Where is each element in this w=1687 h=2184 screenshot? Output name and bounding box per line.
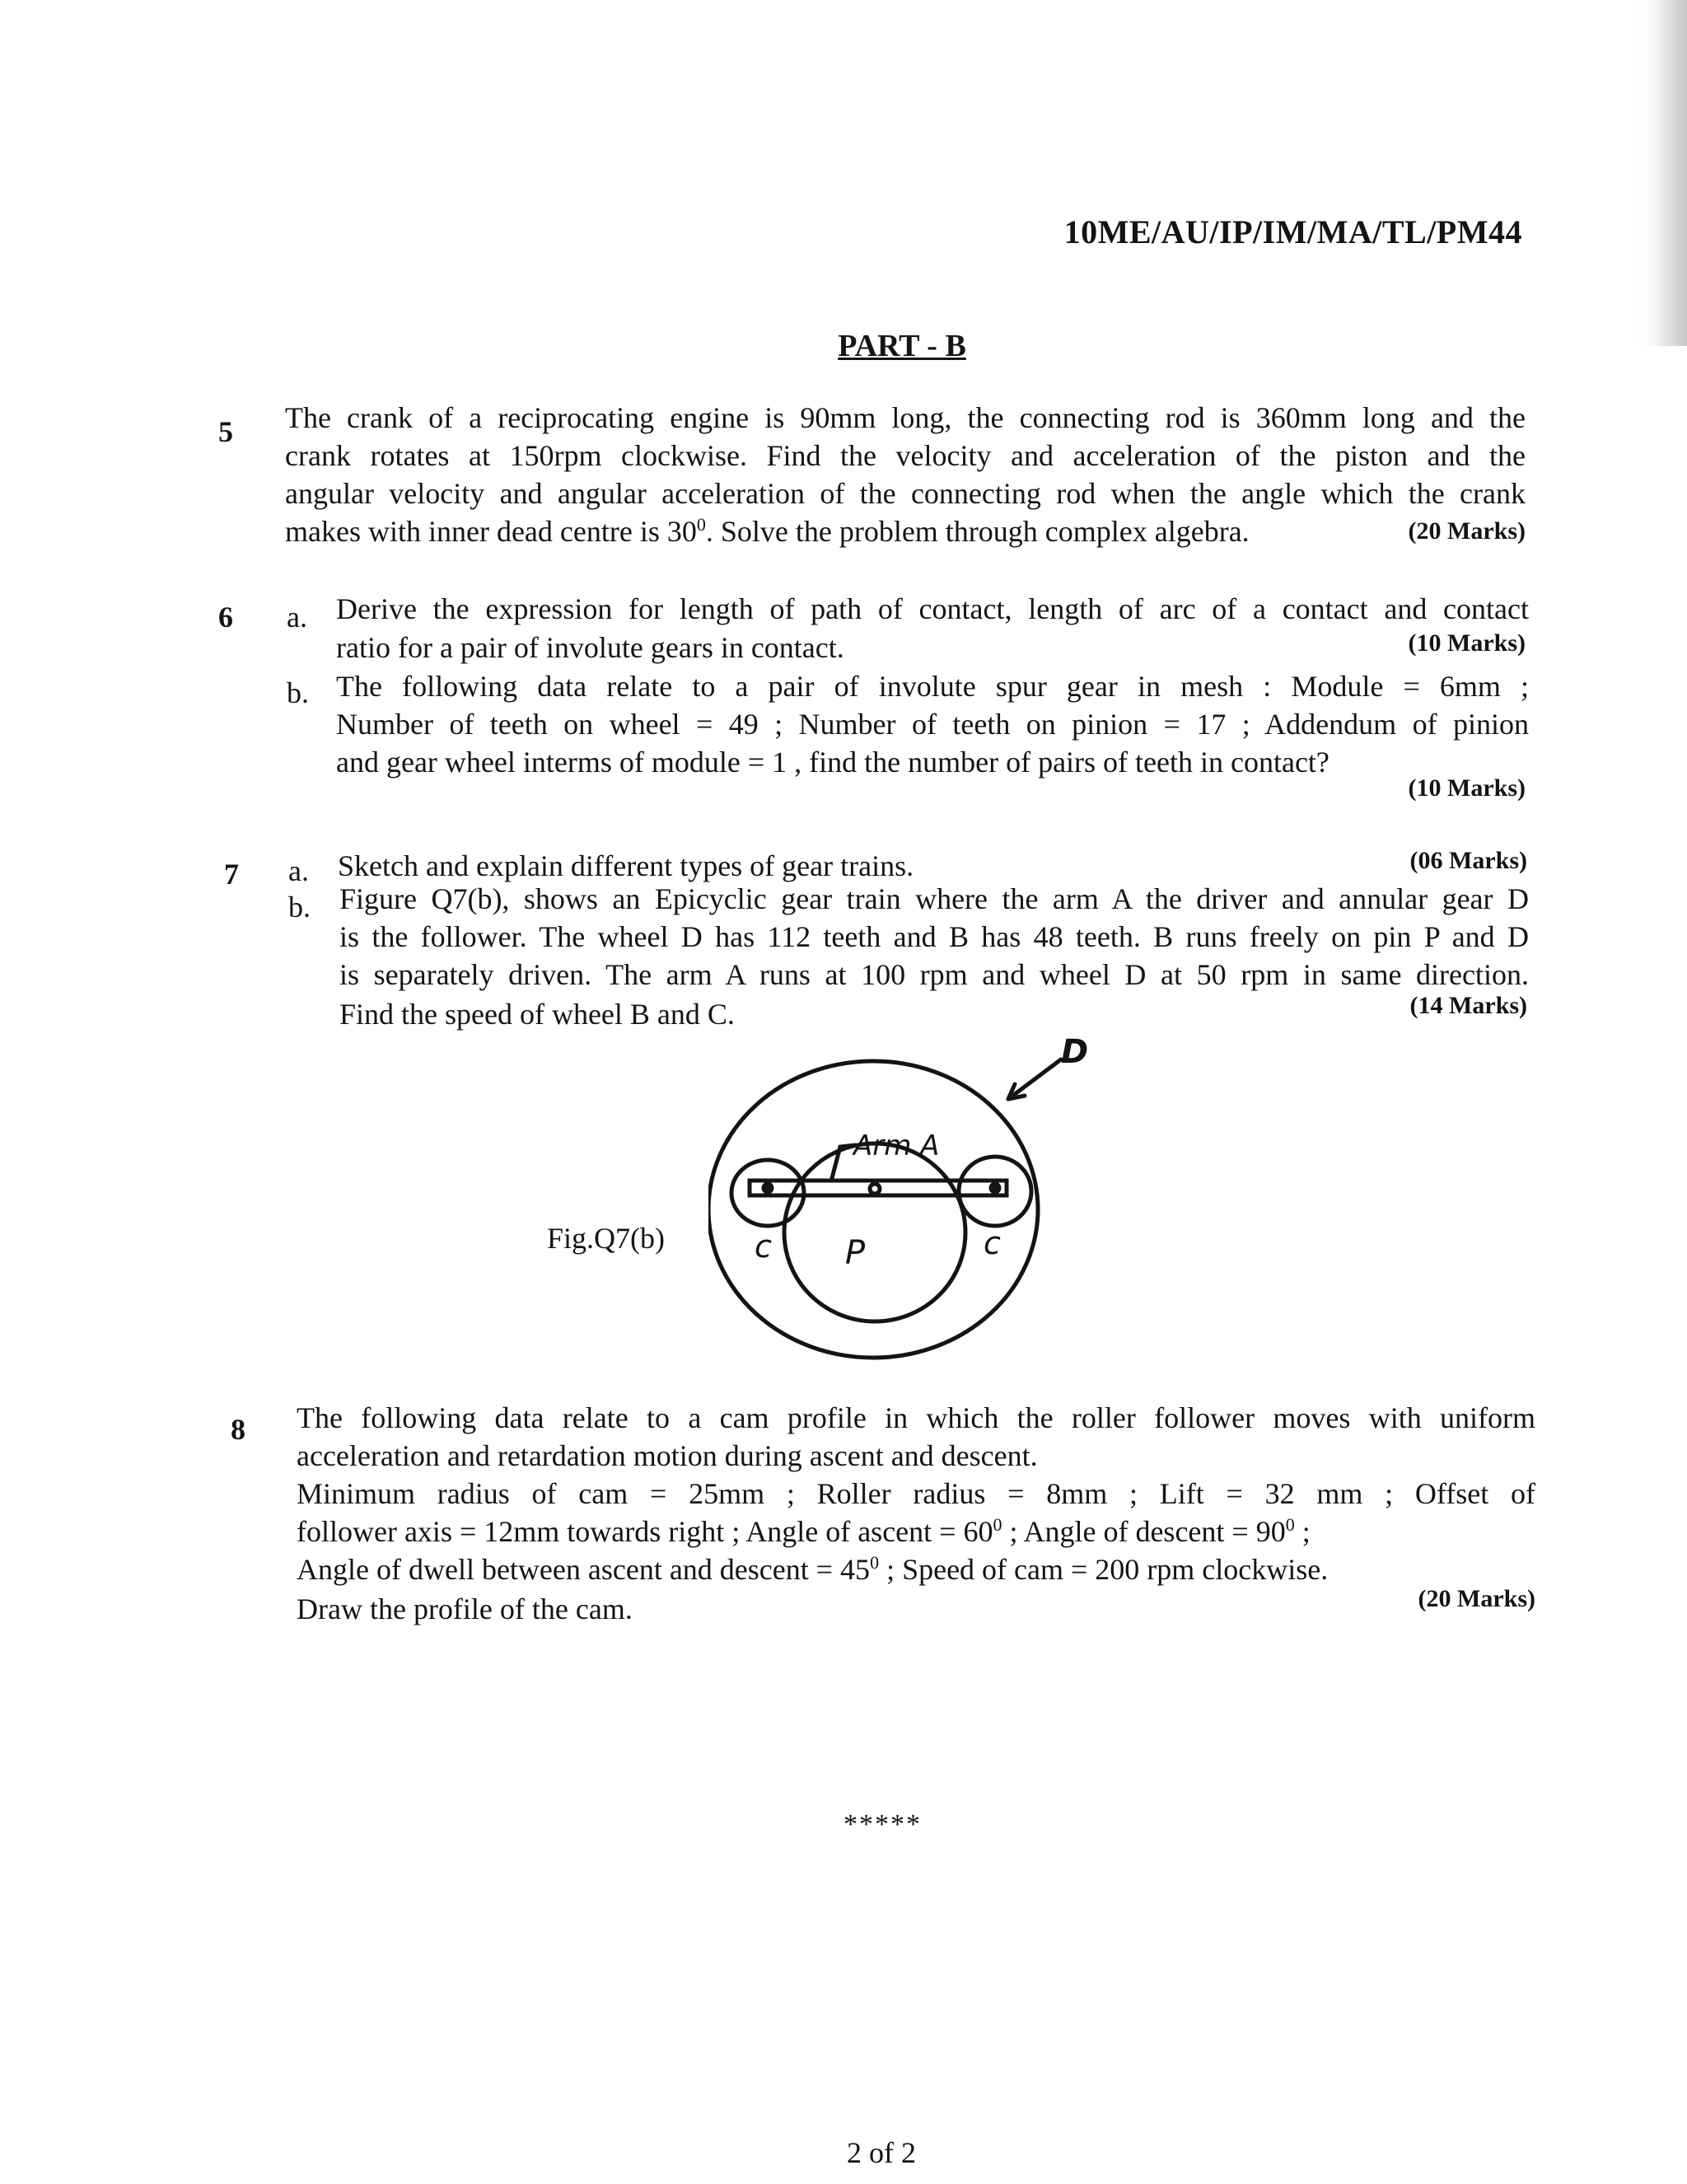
end-stars: ***** <box>844 1809 922 1840</box>
q6b-label: b. <box>287 676 309 709</box>
q7b-line-3: is separately driven. The arm A runs at 100 rpm and wheel D at 50 rpm in same direction. <box>339 958 1529 991</box>
q7b-line-2: is the follower. The wheel D has 112 teeth and B has 48 teeth. B runs freely on pin P and D <box>339 920 1529 953</box>
annular-gear-d <box>708 1061 1038 1358</box>
q6b-line-2: Number of teeth on wheel = 49 ; Number of teeth on pinion = 17 ; Addendum of pinion <box>336 708 1529 741</box>
part-title: PART - B <box>838 329 966 363</box>
page-number: 2 of 2 <box>847 2136 916 2169</box>
label-p: P <box>845 1234 866 1272</box>
course-code: 10ME/AU/IP/IM/MA/TL/PM44 <box>1063 213 1522 250</box>
q7b-line-4: Find the speed of wheel B and C. <box>339 998 735 1031</box>
q6b-line-1: The following data relate to a pair of involute spur gear in mesh : Module = 6mm ; <box>336 670 1529 703</box>
q6a-line-1: Derive the expression for length of path of contact, length of arc of a contact and contact <box>336 592 1529 625</box>
pivot-left <box>764 1184 772 1192</box>
wheel-p-circle <box>784 1143 965 1321</box>
q8-line-6: Draw the profile of the cam. <box>297 1592 633 1625</box>
q7b-line-1: Figure Q7(b), shows an Epicyclic gear train where the arm A the driver and annular gear D <box>339 882 1529 915</box>
epicyclic-gear-train-figure <box>708 1030 1137 1368</box>
q8-line-1: The following data relate to a cam profile in which the roller follower moves with uniform <box>297 1401 1535 1434</box>
q6a-line-2: ratio for a pair of involute gears in contact. <box>336 631 844 664</box>
q7b-label: b. <box>288 891 311 924</box>
question-number-7: 7 <box>224 858 239 891</box>
q7a-marks: (06 Marks) <box>1409 847 1527 874</box>
label-c-right: c <box>984 1225 1001 1261</box>
label-arm-a: Arm A <box>853 1129 940 1162</box>
question-number-5: 5 <box>218 415 233 448</box>
q7a-text: Sketch and explain different types of gear trains. <box>338 849 914 882</box>
figure-caption: Fig.Q7(b) <box>547 1222 665 1255</box>
label-c-left: c <box>755 1228 772 1265</box>
label-d: D <box>1061 1033 1089 1071</box>
q5-marks: (20 Marks) <box>1408 517 1526 545</box>
q8-line-2: acceleration and retardation motion during ascent and descent. <box>297 1439 1038 1472</box>
q5-line-2: crank rotates at 150rpm clockwise. Find the velocity and acceleration of the piston and the <box>285 439 1526 472</box>
q5-line-3: angular velocity and angular acceleration of the connecting rod when the angle which the crank <box>285 477 1526 510</box>
q6a-label: a. <box>287 601 307 634</box>
pivot-right <box>991 1184 999 1192</box>
q7b-marks: (14 Marks) <box>1409 992 1527 1019</box>
pivot-center <box>870 1184 880 1194</box>
scan-edge-shadow <box>1629 0 1687 346</box>
question-number-6: 6 <box>218 601 233 634</box>
question-number-8: 8 <box>231 1413 245 1446</box>
q6b-line-3: and gear wheel interms of module = 1 , find the number of pairs of teeth in contact? <box>336 746 1330 779</box>
q8-marks: (20 Marks) <box>1418 1585 1535 1612</box>
q8-line-3: Minimum radius of cam = 25mm ; Roller radius = 8mm ; Lift = 32 mm ; Offset of <box>297 1477 1535 1510</box>
q6b-marks: (10 Marks) <box>1408 774 1526 802</box>
q7a-label: a. <box>288 854 309 887</box>
d-leader-line <box>1008 1059 1061 1099</box>
q8-line-5: Angle of dwell between ascent and descent = $45^0$ ; Speed of cam = 200 rpm clockwise. <box>297 1552 1329 1586</box>
q6a-marks: (10 Marks) <box>1408 629 1526 657</box>
q5-line-4: makes with inner dead centre is $30^0$. Solve the problem through complex algebra. <box>285 514 1250 548</box>
q8-line-4: follower axis = 12mm towards right ; Angle of ascent = $60^0$ ; Angle of descent = $90^0$ ; <box>297 1514 1311 1548</box>
q5-line-1: The crank of a reciprocating engine is 90mm long, the connecting rod is 360mm long and the <box>285 401 1526 434</box>
